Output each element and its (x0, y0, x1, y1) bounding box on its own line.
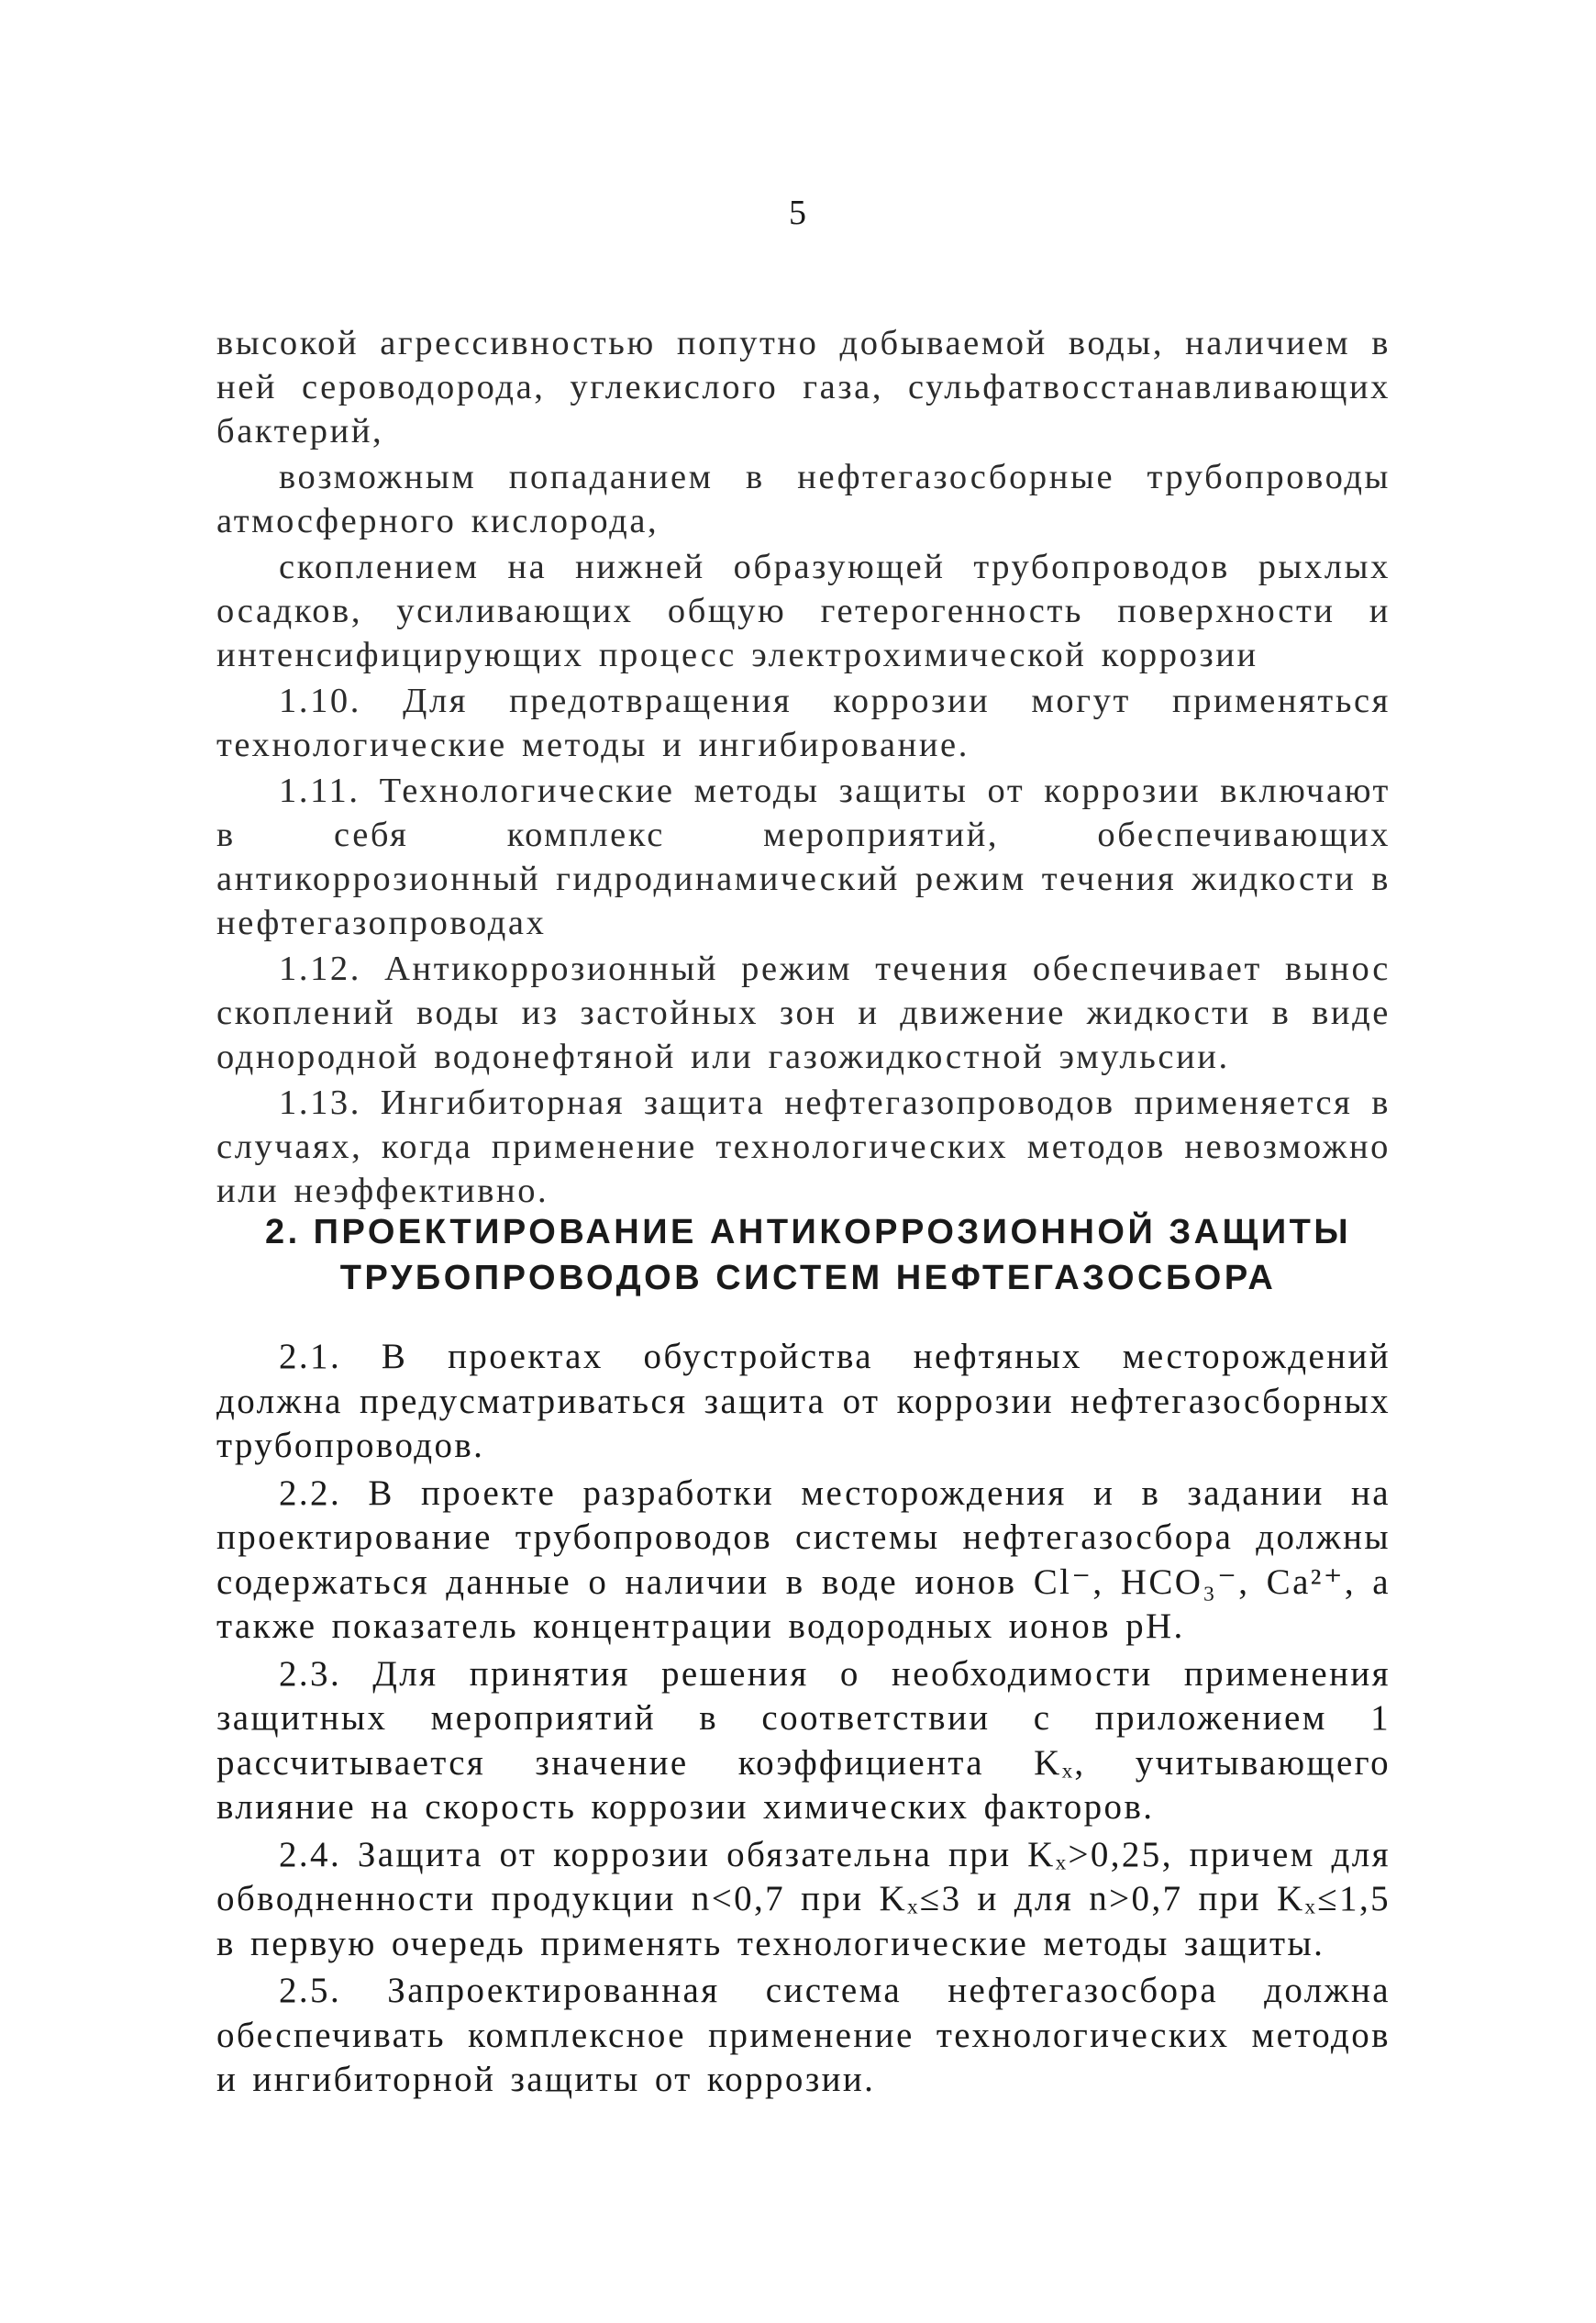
clause-1-12: 1.12. Антикоррозионный режим течения обеспечивает вынос скоплений воды из застойных зон и движение жидкости в виде однородной водонефтяной или газожидкостной эмульсии. (216, 950, 1391, 1076)
clause-1-13: 1.13. Ингибиторная защита нефтегазопроводов применяется в случаях, когда применение технологических методов невозможно или неэффективно. (216, 1084, 1391, 1210)
paragraph-water-aggressiveness: высокой агрессивностью попутно добываемой воды, наличием в ней сероводорода, углекислого газа, сульфатвосстанавливающих бактерий, (216, 324, 1391, 450)
clause-2-1: 2.1. В проектах обустройства нефтяных месторождений должна предусматриваться защита от коррозии нефтегазосборных трубопроводов. (216, 1337, 1391, 1465)
clause-2-2: 2.2. В проекте разработки месторождения и в задании на проектирование трубопроводов системы нефтегазосбора должны содержаться данные о наличии в воде ионов Cl⁻, HCO₃⁻, Ca²⁺, а также показатель концентрации водородных ионов рН. (216, 1473, 1391, 1646)
section-2-heading (216, 1209, 1400, 1301)
paragraph-sediment-accumulation: скоплением на нижней образующей трубопроводов рыхлых осадков, усиливающих общую гетерогенность поверхности и интенсифицирующих процесс электрохимической коррозии (216, 548, 1391, 674)
intro-text-block (216, 321, 1391, 1213)
clause-2-5: 2.5. Запроектированная система нефтегазосбора должна обеспечивать комплексное применение технологических методов и ингибиторной защиты от коррозии. (216, 1971, 1391, 2099)
clause-2-3: 2.3. Для принятия решения о необходимости применения защитных мероприятий в соответствии с приложением 1 рассчитывается значение коэффициента Kₓ, учитывающего влияние на скорость коррозии химических факторов. (216, 1653, 1391, 1827)
clause-1-11: 1.11. Технологические методы защиты от коррозии включают в себя комплекс мероприятий, обеспечивающих антикоррозионный гидродинамический режим течения жидкости в нефтегазопроводах (216, 772, 1391, 942)
section-heading-line-2: ТРУБОПРОВОДОВ СИСТЕМ НЕФТЕГАЗОСБОРА (339, 1259, 1277, 1297)
clause-2-4: 2.4. Защита от коррозии обязательна при Kₓ>0,25, причем для обводненности продукции n<0,7 при Kₓ≤3 и для n>0,7 при Kₓ≤1,5 в первую очередь применять технологические методы защиты. (216, 1834, 1391, 1963)
clause-1-10: 1.10. Для предотвращения коррозии могут применяться технологические методы и ингибирование. (216, 682, 1391, 764)
paragraph-oxygen-ingress: возможным попаданием в нефтегазосборные трубопроводы атмосферного кислорода, (216, 458, 1391, 540)
section-heading-line-1: 2. ПРОЕКТИРОВАНИЕ АНТИКОРРОЗИОННОЙ ЗАЩИТЫ (264, 1213, 1352, 1251)
section-2-text-block (216, 1335, 1391, 2103)
page-number: 5 (789, 194, 807, 232)
